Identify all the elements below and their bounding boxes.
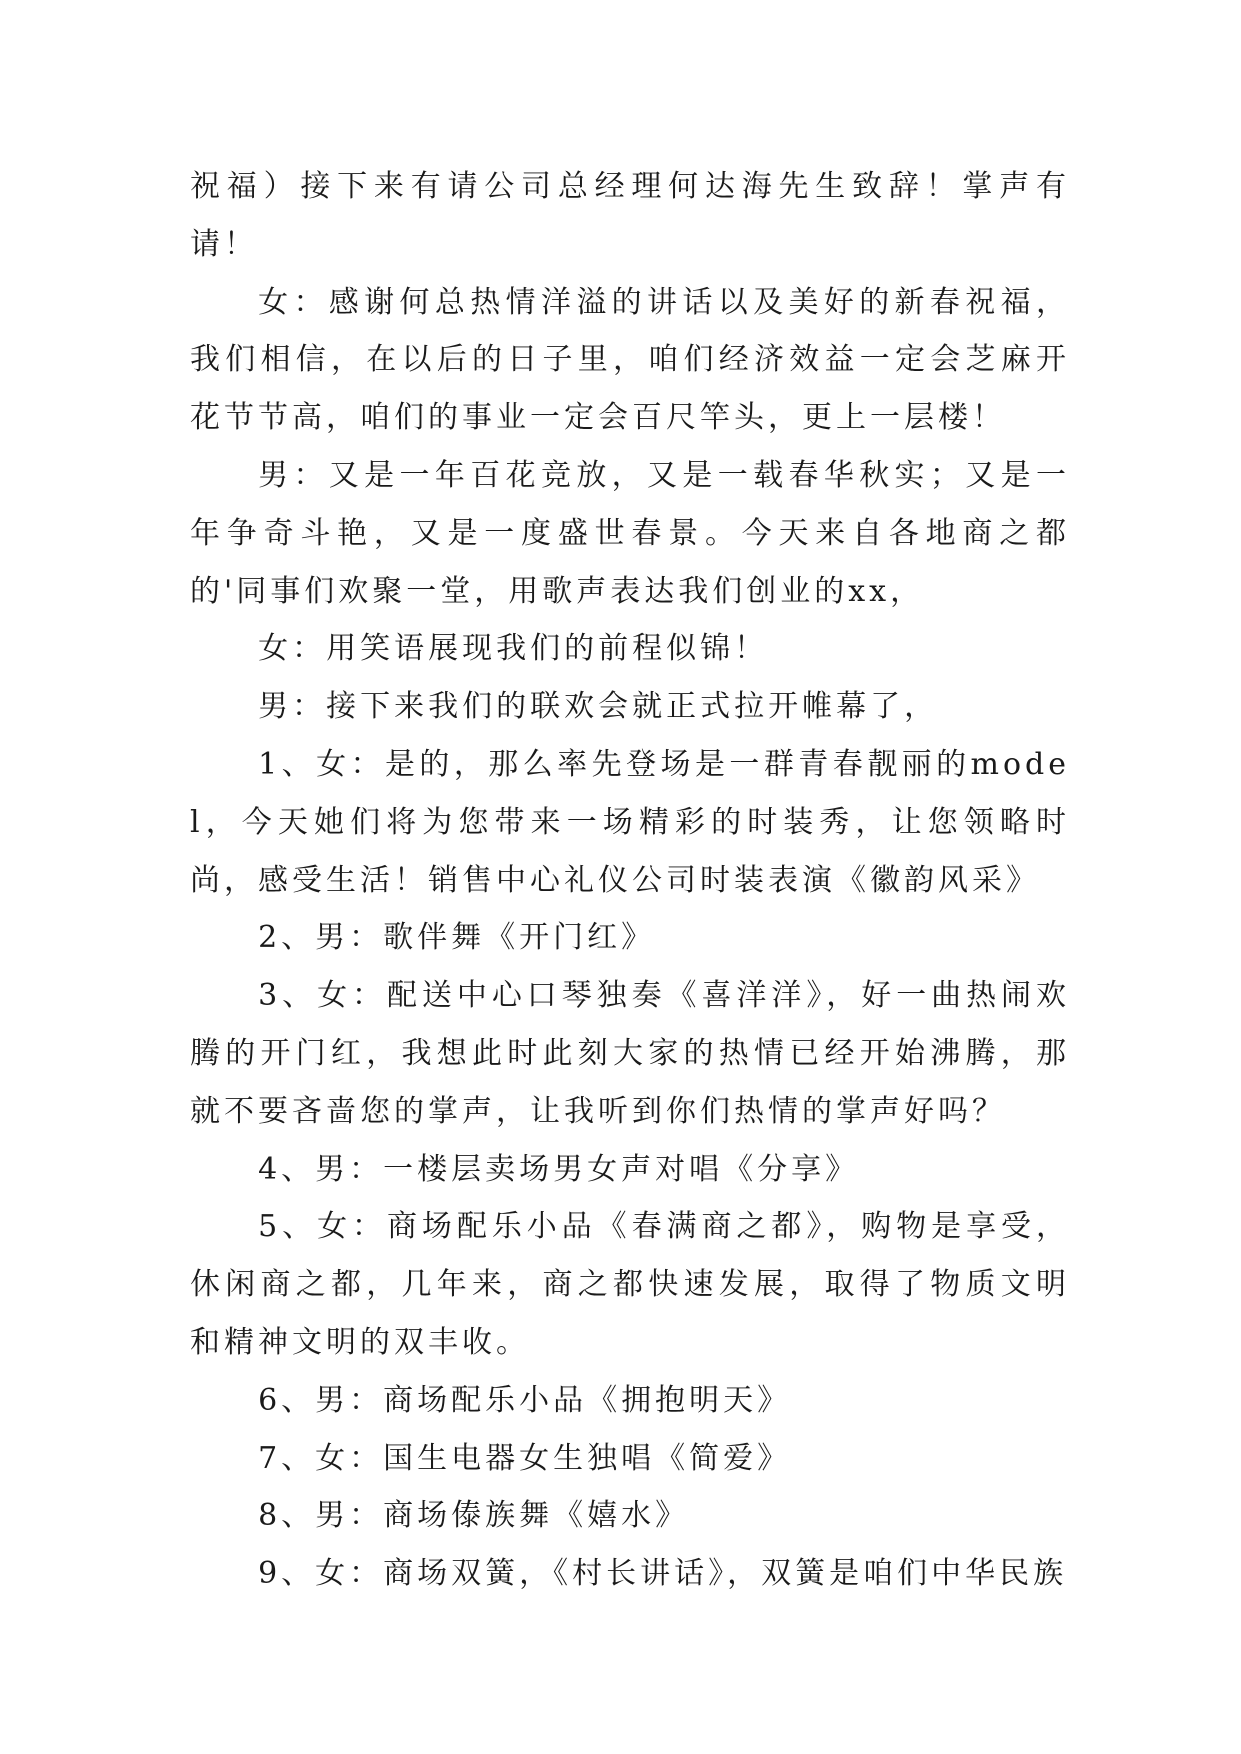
program-item-3: 3、女：配送中心口琴独奏《喜洋洋》，好一曲热闹欢腾的开门红，我想此时此刻大家的热情已经开始沸腾，那就不要吝啬您的掌声，让我听到你们热情的掌声好吗？ bbox=[190, 978, 1070, 1129]
paragraph-female-thanks: 女：感谢何总热情洋溢的讲话以及美好的新春祝福，我们相信，在以后的日子里，咱们经济效益一定会芝麻开花节节高，咱们的事业一定会百尺竿头，更上一层楼！ bbox=[190, 284, 1070, 436]
program-item-7: 7、女：国生电器女生独唱《简爱》 bbox=[258, 1440, 792, 1476]
paragraph-female-prospects: 女：用笑语展现我们的前程似锦！ bbox=[258, 631, 769, 667]
paragraph-male-new-year: 男：又是一年百花竞放，又是一载春华秋实；又是一年争奇斗艳，又是一度盛世春景。今天来自各地商之都的'同事们欢聚一堂，用歌声表达我们创业的xx， bbox=[190, 457, 1070, 609]
paragraph-continued-intro: 祝福）接下来有请公司总经理何达海先生致辞！掌声有请！ bbox=[190, 169, 1070, 262]
program-item-5: 5、女：商场配乐小品《春满商之都》，购物是享受，休闲商之都，几年来，商之都快速发展，取得了物质文明和精神文明的双丰收。 bbox=[190, 1209, 1070, 1360]
program-item-4: 4、男：一楼层卖场男女声对唱《分享》 bbox=[258, 1151, 860, 1187]
program-item-1: 1、女：是的，那么率先登场是一群青春靓丽的model，今天她们将为您带来一场精彩的时装秀，让您领略时尚，感受生活！销售中心礼仪公司时装表演《徽韵风采》 bbox=[190, 746, 1070, 898]
paragraph-male-opening: 男：接下来我们的联欢会就正式拉开帷幕了， bbox=[258, 689, 939, 725]
program-item-6: 6、男：商场配乐小品《拥抱明天》 bbox=[258, 1382, 792, 1418]
document-body bbox=[190, 158, 1070, 1603]
program-item-9: 9、女：商场双簧，《村长讲话》，双簧是咱们中华民族 bbox=[258, 1556, 1068, 1592]
program-item-8: 8、男：商场傣族舞《嬉水》 bbox=[258, 1498, 690, 1534]
program-item-2: 2、男：歌伴舞《开门红》 bbox=[258, 920, 656, 956]
